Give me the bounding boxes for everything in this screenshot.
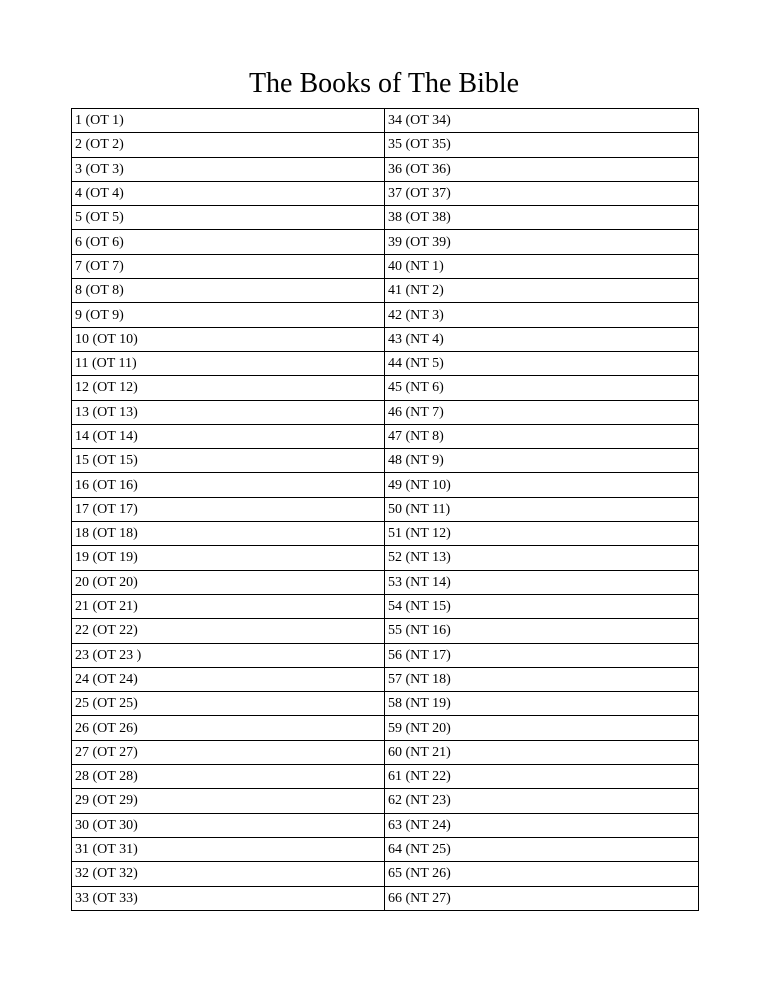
book-cell-right: 40 (NT 1) [385, 254, 699, 278]
book-cell-right: 63 (NT 24) [385, 813, 699, 837]
book-cell-right: 35 (OT 35) [385, 133, 699, 157]
table-row [72, 449, 699, 473]
table-row [72, 546, 699, 570]
book-cell-right: 59 (NT 20) [385, 716, 699, 740]
book-cell-left: 20 (OT 20) [72, 570, 385, 594]
book-cell-right: 38 (OT 38) [385, 206, 699, 230]
book-cell-left: 14 (OT 14) [72, 424, 385, 448]
table-row [72, 789, 699, 813]
book-cell-right: 34 (OT 34) [385, 109, 699, 133]
book-cell-right: 65 (NT 26) [385, 862, 699, 886]
book-cell-right: 43 (NT 4) [385, 327, 699, 351]
page-title: The Books of The Bible [248, 68, 520, 99]
table-row [72, 619, 699, 643]
book-cell-left: 11 (OT 11) [72, 351, 385, 375]
book-cell-right: 46 (NT 7) [385, 400, 699, 424]
book-cell-right: 52 (NT 13) [385, 546, 699, 570]
book-cell-left: 25 (OT 25) [72, 692, 385, 716]
book-cell-right: 51 (NT 12) [385, 522, 699, 546]
book-cell-left: 21 (OT 21) [72, 594, 385, 618]
table-row [72, 570, 699, 594]
table-row [72, 837, 699, 861]
book-cell-left: 6 (OT 6) [72, 230, 385, 254]
book-cell-right: 50 (NT 11) [385, 497, 699, 521]
book-cell-left: 23 (OT 23 ) [72, 643, 385, 667]
table-row [72, 765, 699, 789]
table-row [72, 376, 699, 400]
book-cell-left: 4 (OT 4) [72, 181, 385, 205]
table-row [72, 133, 699, 157]
table-row [72, 109, 699, 133]
table-row [72, 643, 699, 667]
book-cell-right: 62 (NT 23) [385, 789, 699, 813]
books-table [71, 108, 699, 911]
table-row [72, 351, 699, 375]
table-row [72, 400, 699, 424]
book-cell-right: 42 (NT 3) [385, 303, 699, 327]
book-cell-left: 7 (OT 7) [72, 254, 385, 278]
book-cell-right: 49 (NT 10) [385, 473, 699, 497]
table-row [72, 303, 699, 327]
book-cell-right: 53 (NT 14) [385, 570, 699, 594]
table-row [72, 181, 699, 205]
book-cell-left: 26 (OT 26) [72, 716, 385, 740]
book-cell-left: 13 (OT 13) [72, 400, 385, 424]
book-cell-left: 12 (OT 12) [72, 376, 385, 400]
book-cell-left: 22 (OT 22) [72, 619, 385, 643]
table-row [72, 424, 699, 448]
book-cell-left: 5 (OT 5) [72, 206, 385, 230]
book-cell-right: 61 (NT 22) [385, 765, 699, 789]
books-table-body [72, 109, 699, 911]
book-cell-left: 28 (OT 28) [72, 765, 385, 789]
book-cell-left: 29 (OT 29) [72, 789, 385, 813]
book-cell-left: 2 (OT 2) [72, 133, 385, 157]
table-row [72, 692, 699, 716]
book-cell-left: 27 (OT 27) [72, 740, 385, 764]
table-row [72, 813, 699, 837]
book-cell-left: 32 (OT 32) [72, 862, 385, 886]
book-cell-right: 44 (NT 5) [385, 351, 699, 375]
table-row [72, 254, 699, 278]
book-cell-left: 3 (OT 3) [72, 157, 385, 181]
book-cell-right: 57 (NT 18) [385, 667, 699, 691]
book-cell-left: 17 (OT 17) [72, 497, 385, 521]
book-cell-left: 8 (OT 8) [72, 279, 385, 303]
book-cell-left: 15 (OT 15) [72, 449, 385, 473]
table-row [72, 862, 699, 886]
table-row [72, 473, 699, 497]
book-cell-right: 48 (NT 9) [385, 449, 699, 473]
book-cell-left: 19 (OT 19) [72, 546, 385, 570]
book-cell-left: 16 (OT 16) [72, 473, 385, 497]
table-row [72, 740, 699, 764]
table-row [72, 594, 699, 618]
book-cell-left: 33 (OT 33) [72, 886, 385, 910]
book-cell-right: 66 (NT 27) [385, 886, 699, 910]
table-row [72, 327, 699, 351]
book-cell-right: 41 (NT 2) [385, 279, 699, 303]
table-row [72, 230, 699, 254]
book-cell-left: 18 (OT 18) [72, 522, 385, 546]
book-cell-right: 54 (NT 15) [385, 594, 699, 618]
book-cell-right: 56 (NT 17) [385, 643, 699, 667]
book-cell-right: 39 (OT 39) [385, 230, 699, 254]
table-row [72, 206, 699, 230]
book-cell-right: 45 (NT 6) [385, 376, 699, 400]
book-cell-left: 9 (OT 9) [72, 303, 385, 327]
book-cell-right: 60 (NT 21) [385, 740, 699, 764]
book-cell-left: 30 (OT 30) [72, 813, 385, 837]
book-cell-left: 24 (OT 24) [72, 667, 385, 691]
table-row [72, 279, 699, 303]
table-row [72, 497, 699, 521]
book-cell-left: 1 (OT 1) [72, 109, 385, 133]
book-cell-right: 55 (NT 16) [385, 619, 699, 643]
table-row [72, 667, 699, 691]
table-row [72, 522, 699, 546]
book-cell-right: 36 (OT 36) [385, 157, 699, 181]
table-row [72, 716, 699, 740]
book-cell-left: 10 (OT 10) [72, 327, 385, 351]
book-cell-right: 64 (NT 25) [385, 837, 699, 861]
table-row [72, 886, 699, 910]
book-cell-right: 58 (NT 19) [385, 692, 699, 716]
book-cell-right: 37 (OT 37) [385, 181, 699, 205]
book-cell-right: 47 (NT 8) [385, 424, 699, 448]
table-row [72, 157, 699, 181]
book-cell-left: 31 (OT 31) [72, 837, 385, 861]
